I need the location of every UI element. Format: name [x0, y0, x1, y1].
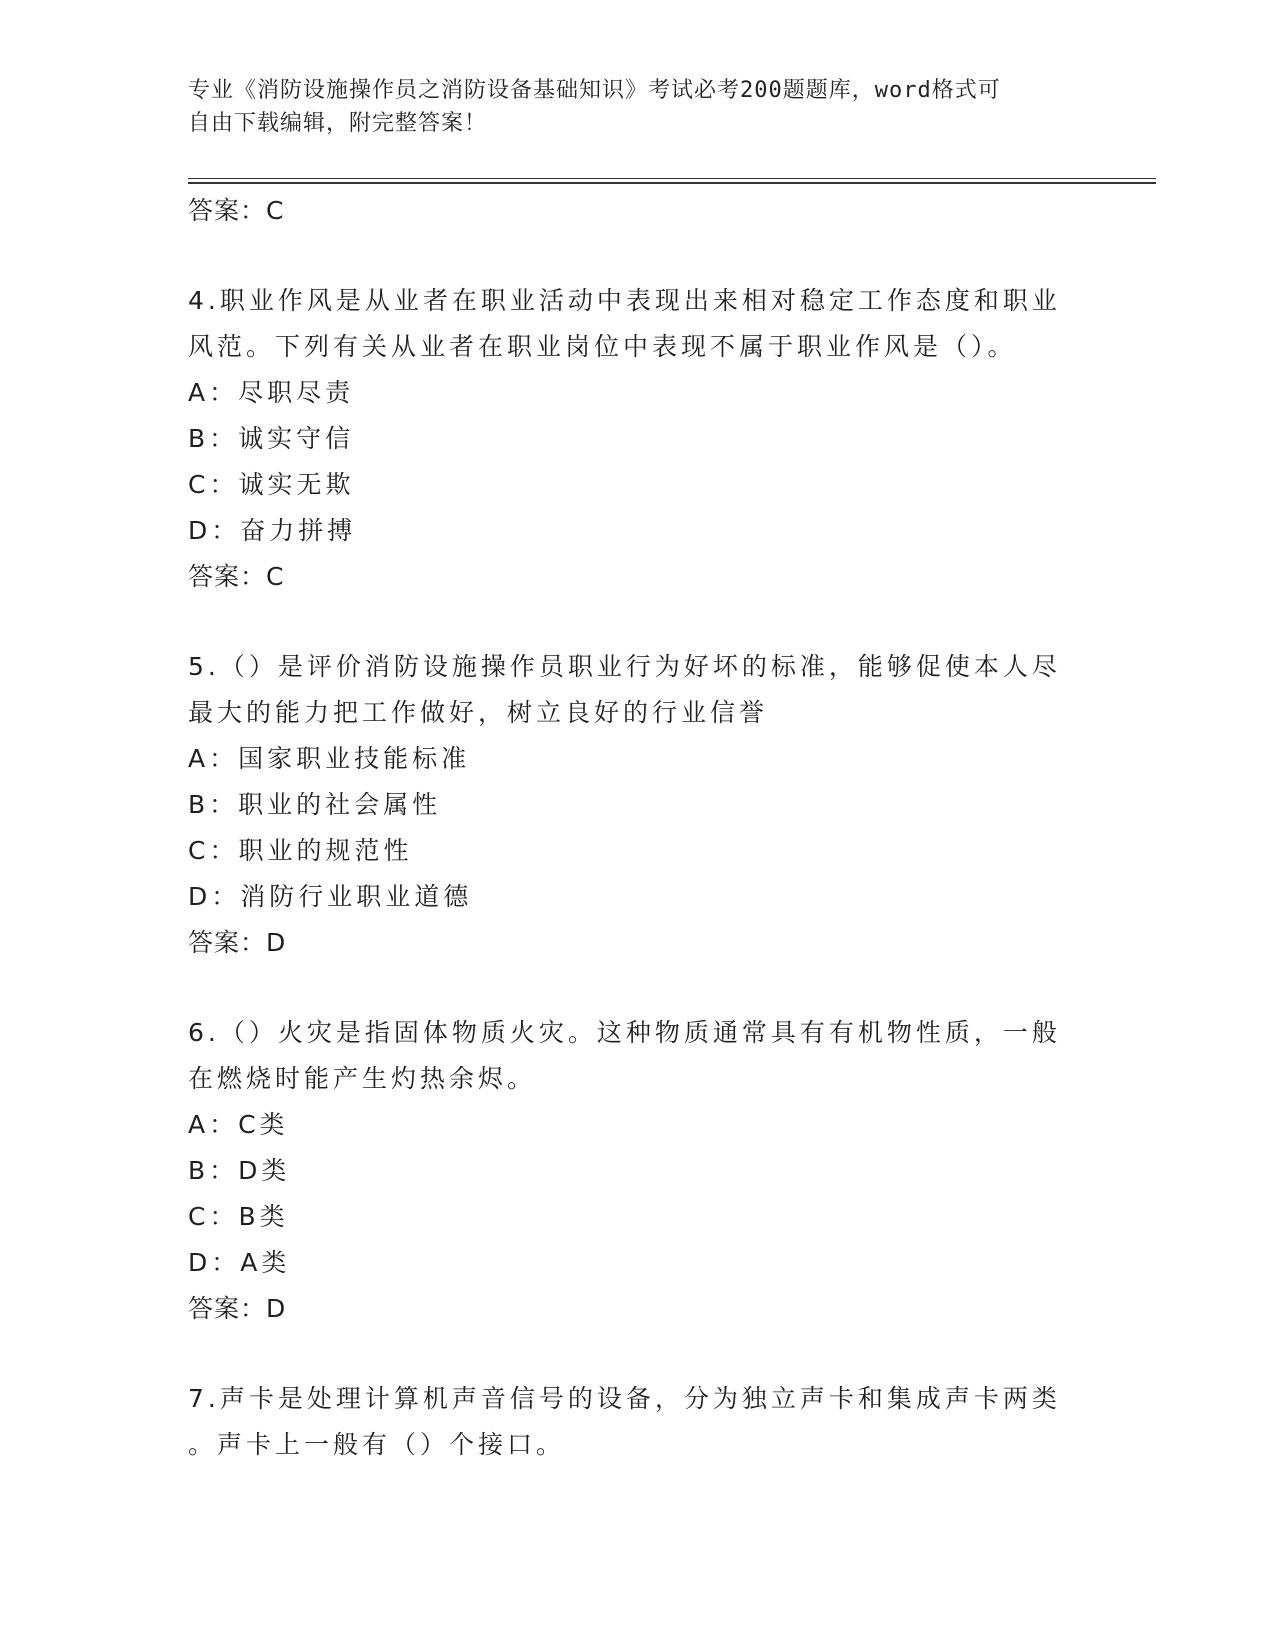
option-c: C：B类: [188, 1202, 289, 1231]
option-a: A：C类: [188, 1110, 289, 1139]
question-4: [188, 278, 1078, 600]
option-a: A：尽职尽责: [188, 378, 355, 407]
header-divider-thick: [188, 182, 1156, 184]
question-text-line: 5.（）是评价消防设施操作员职业行为好坏的标准，能够促使本人尽: [188, 652, 1061, 681]
option-c: C：诚实无欺: [188, 470, 355, 499]
question-text-line: 4.职业作风是从业者在职业活动中表现出来相对稳定工作态度和职业: [188, 286, 1061, 315]
answer: 答案：D: [188, 928, 287, 957]
question-list: [188, 188, 1078, 1468]
question-text-line: 最大的能力把工作做好，树立良好的行业信誉: [188, 698, 769, 727]
question-6: [188, 1010, 1078, 1332]
option-d: D：消防行业职业道德: [188, 882, 473, 911]
question-5: [188, 644, 1078, 966]
option-b: B：D类: [188, 1156, 291, 1185]
question-text-line: 风范。下列有关从业者在职业岗位中表现不属于职业作风是（）。: [188, 332, 1017, 361]
header-line-2: 自由下载编辑，附完整答案！: [188, 111, 488, 136]
previous-answer: 答案：C: [188, 196, 285, 225]
question-7: [188, 1376, 1078, 1468]
option-d: D：A类: [188, 1248, 291, 1277]
option-b: B：诚实守信: [188, 424, 355, 453]
question-text-line: 6.（）火灾是指固体物质火灾。这种物质通常具有有机物性质，一般: [188, 1018, 1061, 1047]
option-a: A：国家职业技能标准: [188, 744, 471, 773]
option-d: D：奋力拼搏: [188, 516, 357, 545]
answer: 答案：C: [188, 562, 285, 591]
question-text-line: 7.声卡是处理计算机声音信号的设备，分为独立声卡和集成声卡两类: [188, 1384, 1061, 1413]
question-text-line: 。声卡上一般有（）个接口。: [188, 1430, 566, 1459]
header-divider-thin: [188, 178, 1156, 179]
answer: 答案：D: [188, 1294, 287, 1323]
document-header: [188, 74, 1068, 140]
question-text-line: 在燃烧时能产生灼热余烬。: [188, 1064, 537, 1093]
option-c: C：职业的规范性: [188, 836, 413, 865]
header-line-1: 专业《消防设施操作员之消防设备基础知识》考试必考200题题库，word格式可: [188, 78, 1001, 103]
option-b: B：职业的社会属性: [188, 790, 442, 819]
